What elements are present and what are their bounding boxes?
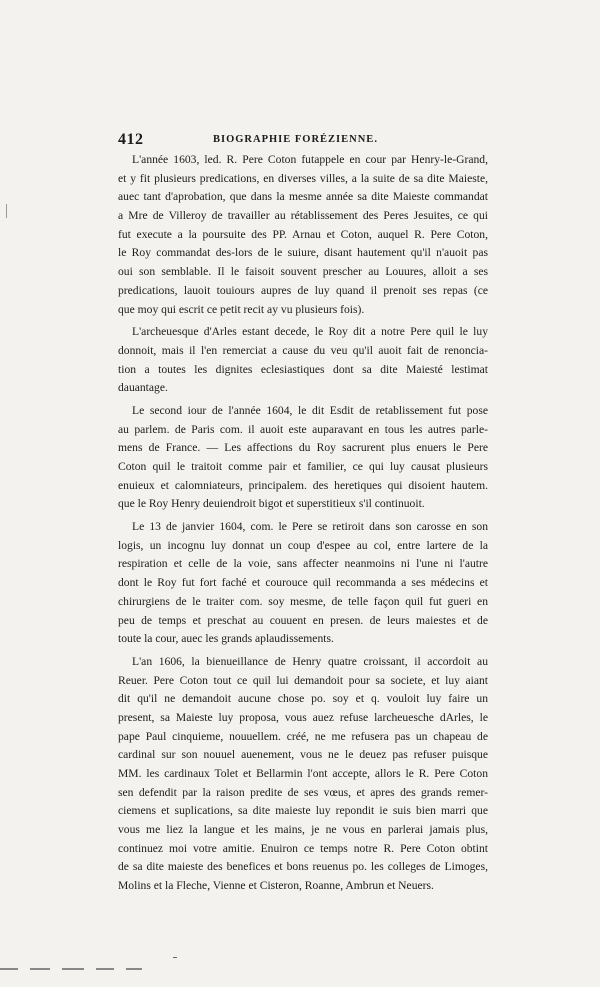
paragraph <box>118 323 488 398</box>
paragraph <box>118 653 488 896</box>
bottom-tick-mark <box>173 957 177 958</box>
text-line: le Roy commandat des-lors de le suiure, disant hautement qu'il n'auoit pas <box>118 246 488 260</box>
text-line: oui son semblable. Il le faisoit souvent prescher au Louures, alloit a ses <box>118 265 488 279</box>
text-line: peu de temps et preschat au couuent en presen. de leurs maiestes et de <box>118 613 488 627</box>
text-line: toute la cour, auec les grands aplaudissements. <box>118 632 334 646</box>
text-line: que moy qui escrit ce petit recit ay vu plusieurs fois). <box>118 302 365 316</box>
page-header <box>118 133 488 149</box>
text-line: pape Paul cinquieme, nouuellem. créé, ne me refusera pas un chapeau de <box>118 729 488 743</box>
text-line: sen defendit par la raison predite de ses vœus, et apres des grands remer- <box>118 785 488 799</box>
text-line: chirurgiens de le traiter com. soy mesme, de telle façon quil fut gueri en <box>118 594 488 608</box>
text-line: au parlem. de Paris com. il auoit este auparavant en tous les autres parle- <box>118 422 488 436</box>
text-line: tion a toutes les dignites eclesiastiques dont sa dite Maiesté lestimat <box>118 362 488 376</box>
text-line: dont le Roy fut fort faché et courouce quil recommanda a ses médecins et <box>118 576 488 590</box>
text-line: que le Roy Henry deuiendroit bigot et superstitieux s'il continuoit. <box>118 497 425 511</box>
text-line: dit qu'il ne demandoit aucune chose po. soy et q. vouloit luy faire un <box>118 692 488 706</box>
text-line: a Mre de Villeroy de travailler au rétablissement des Peres Jesuites, ce qui <box>118 209 488 223</box>
running-title: BIOGRAPHIE FORÉZIENNE. <box>213 134 378 145</box>
page-number: 412 <box>118 131 144 148</box>
text-line: donnoit, mais il l'en remerciat a cause du veu qu'il auoit fait de renoncia- <box>118 343 488 357</box>
text-line: Reuer. Pere Coton tout ce quil lui demandoit pour sa societe, et luy aiant <box>118 673 488 687</box>
text-line: Coton quil le traitoit comme pair et familier, ce qui luy causat plusieurs <box>118 460 488 473</box>
text-line: mens de France. — Les affections du Roy sacrurent plus enuers le Pere <box>118 441 488 455</box>
text-line: MM. les cardinaux Tolet et Bellarmin l'ont accepte, allors le R. Pere Coton <box>118 767 488 780</box>
text-line: logis, un incognu luy donnat un coup d'espee au col, entre lartere de la <box>118 538 488 552</box>
text-line: vous me liez la langue et les mains, je ne vous en parlerai jamais plus, <box>118 823 488 837</box>
text-line: ciemens et suplications, sa dite maieste luy repondit ie suis bien marri que <box>118 804 488 818</box>
body-text <box>118 151 488 896</box>
text-line: fut execute a la poursuite des PP. Arnau et Coton, auquel R. Pere Coton, <box>118 227 488 241</box>
text-line: L'an 1606, la bienueillance de Henry quatre croissant, il accordoit au <box>132 654 488 668</box>
text-line: L'année 1603, led. R. Pere Coton futappele en cour par Henry-le-Grand, <box>132 153 488 166</box>
text-line: cardinal sur son nouuel auenement, vous ne le deuez pas refuser puisque <box>118 748 488 762</box>
paragraph <box>118 151 488 319</box>
bottom-edge-marks <box>0 968 600 972</box>
text-line: predications, lauoit touiours aupres de luy quand il prenoit ses repas (ce <box>118 283 488 297</box>
paragraph <box>118 518 488 649</box>
text-line: auec tant d'aprobation, que dans la mesme année sa dite Maieste commandat <box>118 190 488 204</box>
text-line: et y fit plusieurs predications, en diverses villes, a la suite de sa dite Maieste, <box>118 171 488 185</box>
text-line: de sa dite maieste des benefices et bons reuenus po. les colleges de Limoges, <box>118 860 488 874</box>
text-line: L'archeuesque d'Arles estant decede, le Roy dit a notre Pere quil le luy <box>132 325 488 339</box>
text-line: dauantage. <box>118 381 168 395</box>
text-line: Le second iour de l'année 1604, le dit Esdit de retablissement fut pose <box>132 403 488 417</box>
text-line: Molins et la Fleche, Vienne et Cisteron, Roanne, Ambrun et Neuers. <box>118 879 434 893</box>
text-line: enuieux et calomniateurs, principalem. des heretiques qui disoient hautem. <box>118 478 488 492</box>
text-line: Le 13 de janvier 1604, com. le Pere se retiroit dans son carosse en son <box>132 520 488 534</box>
text-line: present, sa Maieste luy proposa, vous auez refuse larcheuesche dArles, le <box>118 710 488 724</box>
text-line: respiration et celle de la voie, sans affecter neanmoins ni l'une ni l'autre <box>118 557 488 571</box>
paragraph <box>118 402 488 514</box>
text-line: continuez moi votre amitie. Enuiron ce temps notre R. Pere Coton obtint <box>118 841 488 855</box>
margin-mark <box>6 204 7 218</box>
